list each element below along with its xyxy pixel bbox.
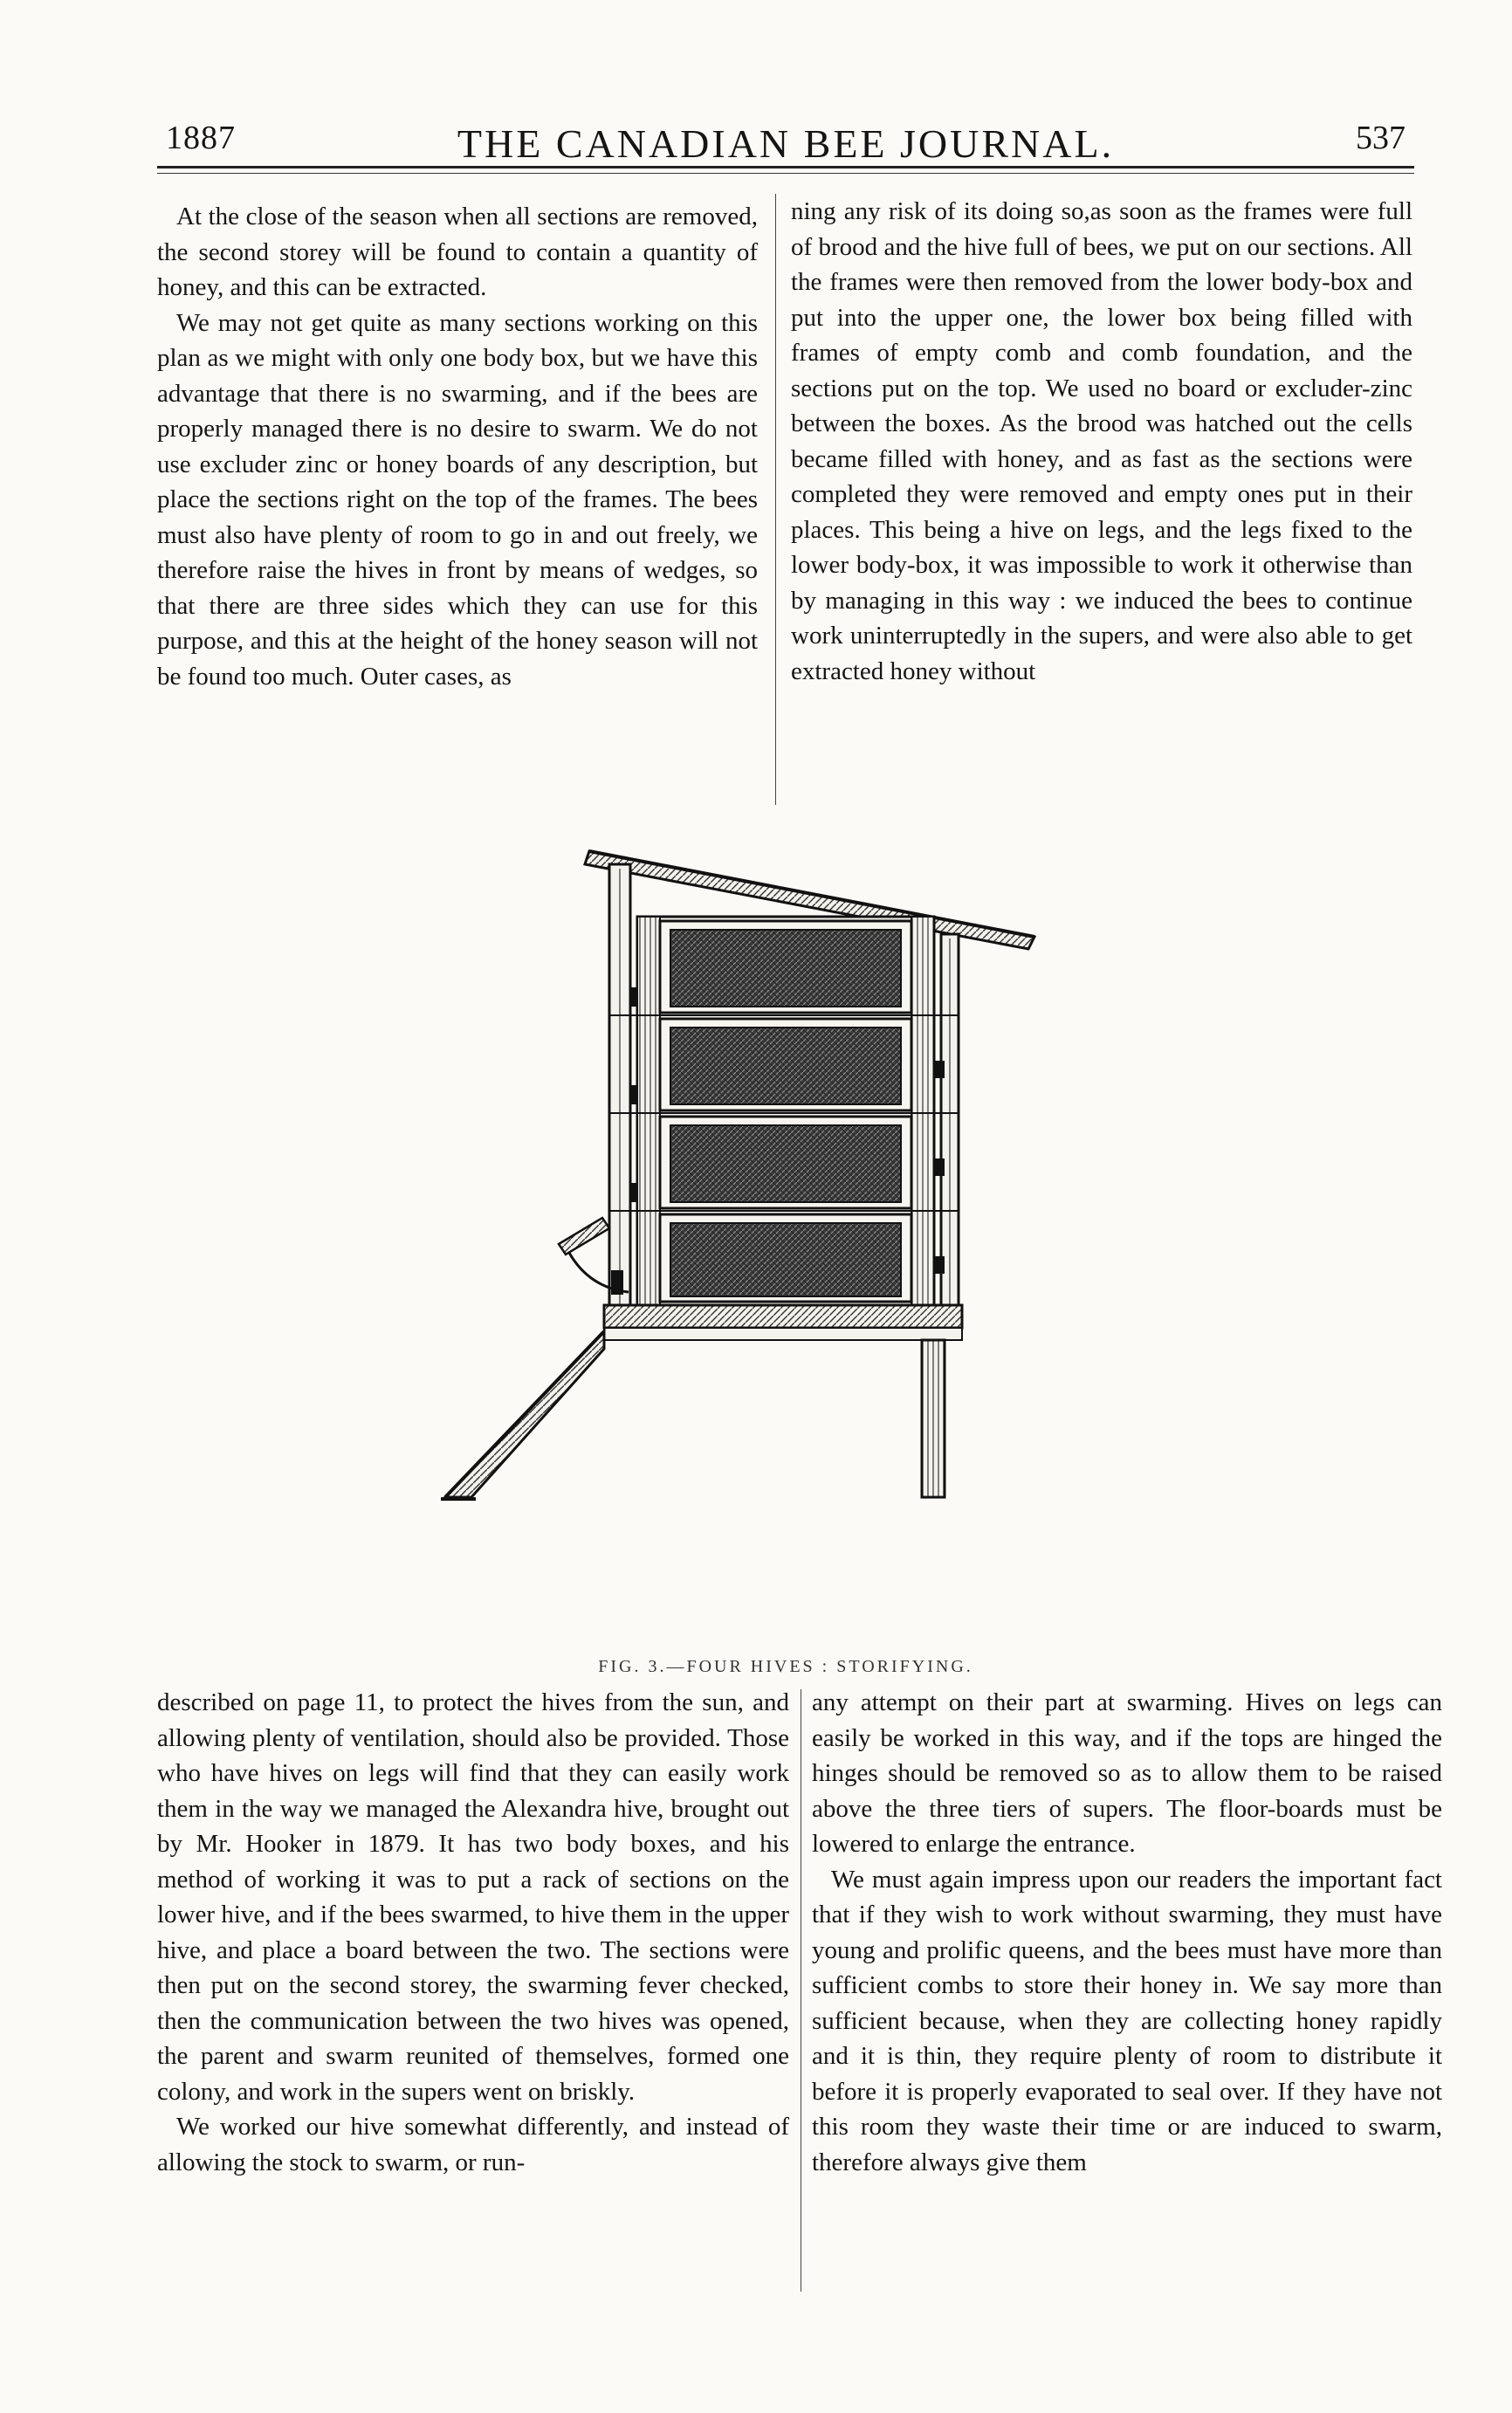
paragraph: ning any risk of its doing so,as soon as the frames were full of brood and the hive full of bees, we put on our sections. All the frames were then removed from the lower body-box and put into the upper one, the lower box being filled with frames of empty comb and comb foundation, and the sections put on the top. We used no board or excluder-zinc between the boxes. As the brood was hatched out the cells became filled with honey, and as fast as the sections were completed they were removed and empty ones put in their places. This being a hive on legs, and the legs fixed to the lower body-box, it was impossible to work it otherwise than by managing in this way : we induced the bees to continue work uninterruptedly in the supers, and were also able to get extracted honey without bbox=[791, 197, 1412, 685]
figure-caption: FIG. 3.—FOUR HIVES : STORIFYING. bbox=[598, 1657, 973, 1676]
hive-tier bbox=[660, 921, 911, 1013]
running-header bbox=[157, 112, 1414, 164]
paragraph: We must again impress upon our readers the important fact that if they wish to work without swarming, they must have young and prolific queens, and the bees must have more than sufficient combs to store their honey in. We say more than sufficient because, when they are collecting honey rapidly and it is thin, they require plenty of room to distribute it before it is properly evaporated to seal over. If they have not this room they waste their time or are induced to swarm, therefore always give them bbox=[812, 1865, 1442, 2176]
hive-tier bbox=[660, 1019, 911, 1110]
page-number: 537 bbox=[1356, 120, 1405, 156]
storified-hives-drawing bbox=[375, 834, 1074, 1619]
header-rule-thick bbox=[157, 166, 1414, 168]
column-bottom-right bbox=[812, 1685, 1442, 2180]
paragraph: described on page 11, to protect the hives from the sun, and allowing plenty of ventilation, should also be provided. Those who have hives on legs will find that they can easily work them in the way we managed the Alexandra hive, brought out by Mr. Hooker in 1879. It has two body boxes, and his method of working it was to put a rack of sections on the lower hive, and if the bees swarmed, to hive them in the upper hive, and place a board between the two. The sections were then put on the second storey, the swarming fever checked, then the communication between the two hives was opened, the parent and swarm reunited of themselves, formed one colony, and work in the supers went on briskly. bbox=[157, 1688, 789, 2106]
paragraph: We worked our hive somewhat differently, and instead of allowing the stock to swarm, or run- bbox=[157, 2113, 789, 2176]
column-top-right bbox=[791, 194, 1412, 689]
paragraph: We may not get quite as many sections working on this plan as we might with only one body box, but we have this advantage that there is no swarming, and if the bees are properly managed there is no desire to swarm. We do not use excluder zinc or honey boards of any description, but place the sections right on the top of the frames. The bees must also have plenty of room to go in and out freely, we therefore raise the hives in front by means of wedges, so that there are three sides which they can use for this purpose, and this at the height of the honey season will not be found too much. Outer cases, as bbox=[157, 308, 758, 691]
column-bottom-left bbox=[157, 1685, 789, 2180]
hive-illustration bbox=[375, 834, 1074, 1619]
column-divider-top bbox=[775, 194, 776, 805]
paragraph: At the close of the season when all sections are removed, the second storey will be found to contain a quantity of honey, and this can be extracted. bbox=[157, 203, 758, 301]
hive-tier bbox=[660, 1117, 911, 1208]
column-top-left bbox=[157, 199, 758, 694]
hive-tier bbox=[660, 1214, 911, 1302]
journal-title: THE CANADIAN BEE JOURNAL. bbox=[457, 121, 1115, 166]
header-year: 1887 bbox=[166, 120, 236, 156]
header-rule-thin bbox=[157, 173, 1414, 174]
paragraph: any attempt on their part at swarming. Hives on legs can easily be worked in this way, and if the tops are hinged the hinges should be removed so as to allow them to be raised above the three tiers of supers. The floor-boards must be lowered to enlarge the entrance. bbox=[812, 1688, 1442, 1858]
